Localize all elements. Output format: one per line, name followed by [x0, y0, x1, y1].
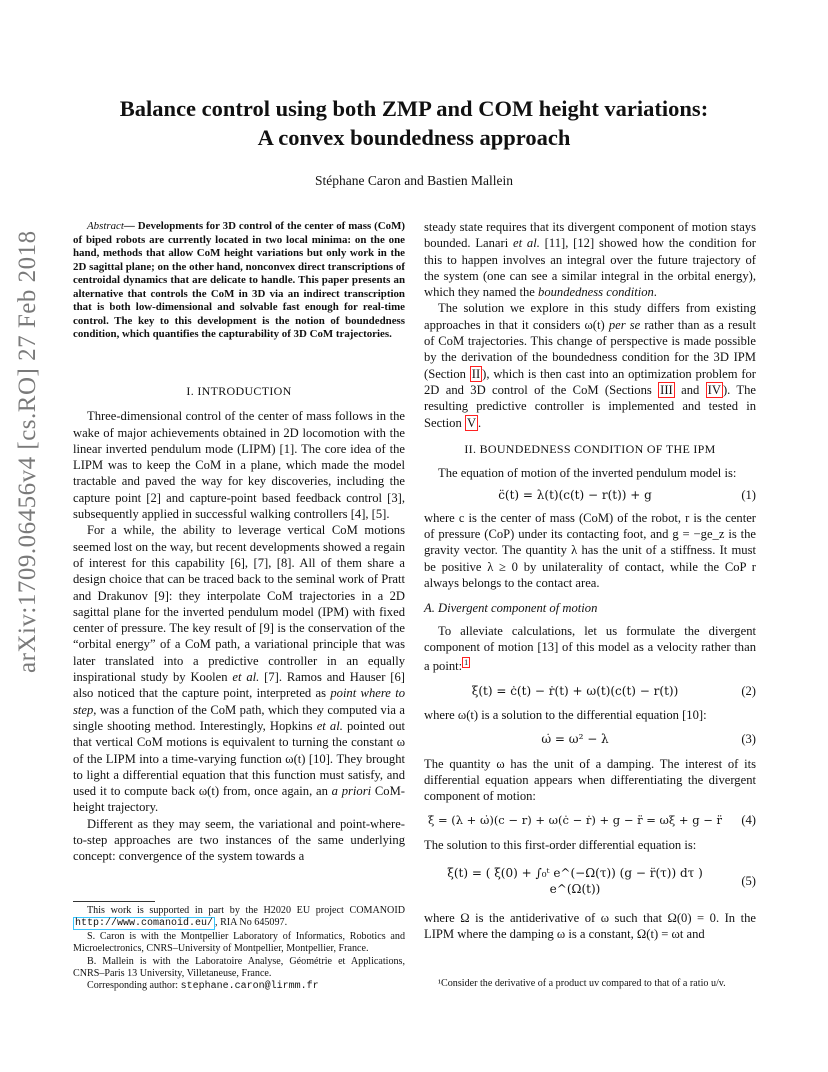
paper-title — [60, 94, 768, 152]
equation-3 — [424, 731, 756, 747]
ref-section-II[interactable]: II — [471, 366, 481, 381]
subsection-A-paragraph-4: The solution to this first-order differential equation is: — [424, 837, 697, 852]
subsection-A-paragraph-5: where Ω is the antiderivative of ω such that Ω(0) = 0. In the LIPM where the damping ω is a constant, Ω(t) = ωt and — [424, 910, 756, 941]
comanoid-link[interactable]: http://www.comanoid.eu/ — [75, 918, 214, 930]
footnote-support: This work is supported in part by the H2020 EU project COMANOID http://www.comanoid.eu/ , RIA No 645097. — [75, 905, 405, 930]
equation-5 — [424, 865, 756, 898]
ref-section-V[interactable]: V — [466, 415, 477, 430]
author-list: Stéphane Caron and Bastien Mallein — [315, 173, 513, 188]
section-2-paragraph-2: where c is the center of mass (CoM) of the robot, r is the center of pressure (CoP) under its contacting foot, and g = −ge_z is the gravity vector. The quantity λ has the unit of a stiffness. It must be positive λ ≥ 0 by unilaterality of contact, while the CoP r always belongs to the contact area. — [424, 510, 756, 590]
section-2-heading: II. BOUNDEDNESS CONDITION OF THE IPM — [464, 441, 716, 456]
footnote-1: ¹Consider the derivative of a product uv compared to that of a ratio u/v. — [438, 978, 726, 989]
right-column — [424, 219, 756, 942]
subsection-A-paragraph-3: The quantity ω has the unit of a damping. The interest of its differential equation appears when differentiating the divergent component of motion: — [424, 756, 756, 804]
equation-1-number: (1) — [741, 488, 756, 503]
intro-paragraph-2: For a while, the ability to leverage vertical CoM motions seemed lost on the way, but recent developments showed a regain of interest for this capability [6], [7], [8]. All of them share a design choice that can be traced back to the seminal work of Pratt and Drakunov [9]: they interpolate CoM trajectories in a 2D sagittal plane for the inverted pendulum model (IPM) with fixed center of pressure. The key result of [9] is the conservation of the “orbital energy” of a CoM path, a variational principle that was later translated into a predictive controller in an equally inspirational study by Koolen et al. [7]. Ramos and Hauser [6] also noticed that the capture point, interpreted as point where to step, was a function of the CoM path, which they computed via a single shooting method. Interestingly, Hopkins et al. pointed out that vertical CoM motions is equivalent to turning the constant ω of the LIPM into a time-varying function ω(t) [10]. They brought to light a differential equation that this function must satisfy, and used it to compute back ω(t) from, once again, an a priori CoM-height trajectory. — [73, 523, 406, 815]
equation-3-number: (3) — [741, 732, 756, 747]
right-paragraph-2: The solution we explore in this study differs from existing approaches in that it considers ω(t) per se rather than as a result of CoM trajectories. This change of perspective is made possible by the derivation of the boundedness condition for the 3D IPM (Section II ), which is then cast into an optimization problem for 2D and 3D control of the CoM (Sections III and IV ). The resulting predictive controller is implemented and tested in Section V . — [424, 301, 757, 430]
footnote-caron: S. Caron is with the Montpellier Laboratory of Informatics, Robotics and Microelectronics, CNRS–University of Montpellier, Montpellier, France. — [73, 930, 405, 955]
equation-4-number: (4) — [741, 813, 756, 828]
equation-2-body: ξ(t) = ċ(t) − ṙ(t) + ω(t)(c(t) − r(t)) — [471, 683, 679, 698]
arxiv-identifier: arXiv:1709.06456v4 [cs.RO] 27 Feb 2018 — [14, 230, 41, 673]
title-line-1: Balance control using both ZMP and COM height variations: — [119, 96, 709, 121]
intro-paragraph-1: Three-dimensional control of the center of mass follows in the wake of major achievements obtained in 2D locomotion with the linear inverted pendulum mode (LIPM) [1]. The core idea of the LIPM was to keep the CoM in a plane, which made the model tractable and paved the way for key discoveries, including the capture point [2] and capture-point based feedback control [3], subsequently applied in successful walking controllers [4], [5]. — [73, 409, 405, 522]
ref-section-III[interactable]: III — [660, 382, 673, 397]
corresponding-email: stephane.caron@lirmm.fr — [180, 981, 319, 993]
footnote-corresponding: Corresponding author: stephane.caron@lirmm.fr — [87, 980, 319, 993]
equation-5-number: (5) — [741, 874, 756, 889]
section-introduction — [73, 383, 405, 865]
footnote-ref-1[interactable]: 1 — [464, 658, 469, 668]
equation-1 — [424, 487, 756, 503]
equation-4-body: ξ̇ = (λ + ω̇)(c − r) + ω(ċ − ṙ) + g − r̈ = ωξ + g − r̈ — [427, 813, 723, 828]
section-2-paragraph-1: The equation of motion of the inverted pendulum model is: — [438, 466, 737, 481]
ref-section-IV[interactable]: IV — [707, 382, 721, 397]
equation-4 — [424, 812, 756, 828]
equation-1-body: c̈(t) = λ(t)(c(t) − r(t)) + g — [498, 488, 652, 503]
section-1-heading: I. INTRODUCTION — [186, 384, 292, 398]
equation-2 — [424, 683, 756, 699]
footnotes-left — [73, 901, 405, 994]
subsection-A-paragraph-1: To alleviate calculations, let us formulate the divergent component of motion [13] of this model as a velocity rather than a point: $^1$ — [424, 623, 756, 674]
title-line-2: A convex boundedness approach — [257, 125, 571, 150]
equation-3-body: ω̇ = ω² − λ — [541, 732, 609, 747]
footnote-right — [424, 978, 756, 990]
right-paragraph-1: steady state requires that its divergent component of motion stays bounded. Lanari et al. [11], [12] showed how the condition for this to happen involves an integral over the future trajectory of the system (one can see a similar integral in the orbital energy), which they named the boundedness condition. — [424, 220, 757, 300]
intro-paragraph-3: Different as they may seem, the variational and point-where-to-step approaches are two instances of the same underlying concept: convergence of the system towards a — [73, 816, 405, 864]
equation-2-number: (2) — [741, 683, 756, 698]
abstract-label: Abstract — [87, 220, 124, 232]
abstract-text: — Developments for 3D control of the center of mass (CoM) of biped robots are currently located in two local minima: on the one hand, methods that allow CoM height variations but only work in the 2D sagittal plane; on the other hand, nonconvex direct transcriptions of centroidal dynamics that are delicate to handle. This paper presents an alternative that controls the CoM in 3D via an indirect transcription that is both low-dimensional and solvable fast enough for real-time control. The key to this development is the notion of boundedness condition, which quantifies the capturability of 3D CoM trajectories. — [73, 220, 405, 340]
subsection-A-heading: A. Divergent component of motion — [424, 601, 598, 616]
footnote-divider — [73, 901, 155, 902]
abstract — [73, 220, 405, 342]
footnote-mallein: B. Mallein is with the Laboratoire Analyse, Géométrie et Applications, CNRS–Paris 13 University, Villetaneuse, France. — [73, 955, 405, 980]
equation-5-body: ξ(t) = ( ξ(0) + ∫₀ᵗ e^(−Ω(τ)) (g − r̈(τ)) dτ ) e^(Ω(t)) — [447, 865, 703, 897]
subsection-A-paragraph-2: where ω(t) is a solution to the differential equation [10]: — [424, 707, 707, 722]
